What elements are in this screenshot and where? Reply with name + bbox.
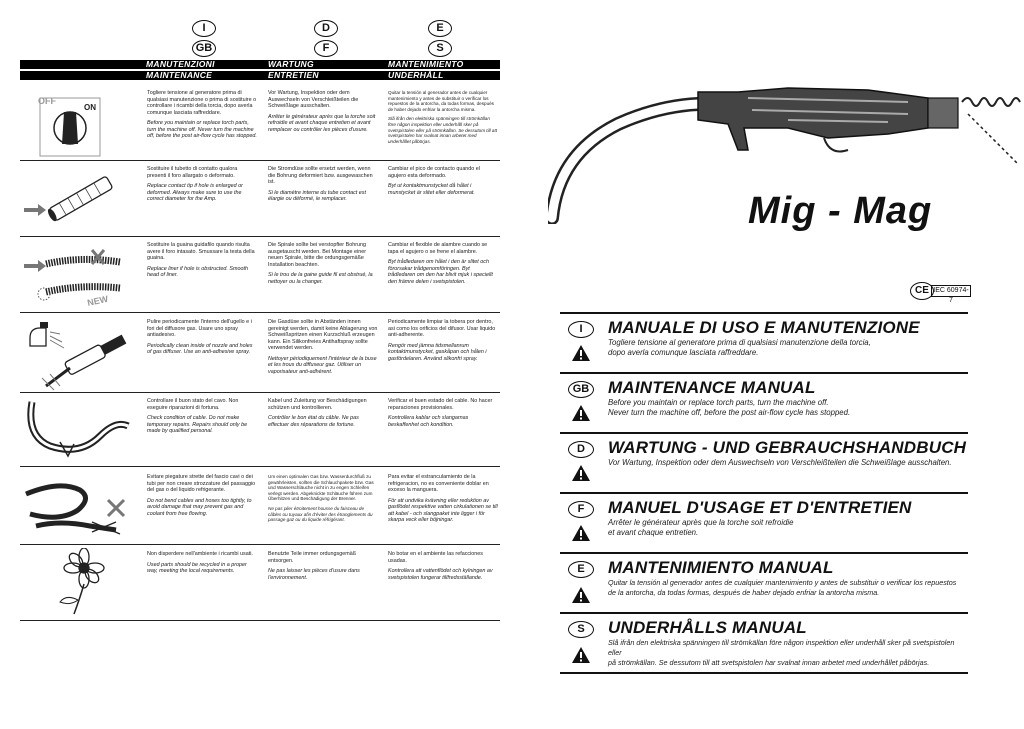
lang-badge-es: E — [428, 20, 452, 37]
section-title-es: MANTENIMIENTO MANUAL — [608, 558, 834, 577]
row3-col-de-fr: Die Spirale sollte bei verstopfter Bohrung ausgetauscht werden. Bei Montage einer neuen Spirale, bitte die ordungsgemäße Installation beachten. Si le trou de la gaine guide fil est obstrué, la nettoyer ou la changer. — [268, 242, 373, 285]
section-title-se: UNDERHÅLLS MANUAL — [608, 618, 807, 637]
row6-col-de-fr: Um einen optimalen Gas bzw. Wasserdurchfluß zu gewährleisten, sollten die Schlauchpakete bzw. Gas und Wasserschläuche nicht in zu engen Schleifen verlegt werden. Abgeknickte Schläuche führen zum Überhitzen und Beschädigung der Brenner. Ne pas plier étroitement housse du faisceau de câbles ou tuyaux afin d'éviter des étranglements du passage gaz ou du liquide réfrigérant. — [268, 474, 374, 523]
warning-icon — [571, 524, 591, 542]
section-divider — [560, 492, 968, 494]
section-body-de: Vor Wartung, Inspektion oder dem Auswechseln von Verschleißteilen die Schweißlage ausschalten. — [608, 458, 952, 467]
section-divider — [560, 672, 968, 674]
row5-col-it-gb: Controllare il buon stato del cavo. Non eseguire riparazioni di fortuna. Check condition of cable. Do not make temporary repairs. Repairs should only be made by qualified personal. — [147, 398, 248, 434]
row2-col-it-gb: Sostituire il tubetto di contatto qualora presenti il foro allargato o deformato. Replace contact tip if hole is enlarged or deformed. Always make sure to use the correct diameter for the Amp. — [147, 166, 243, 202]
row-divider — [20, 544, 500, 545]
row1-col-de-fr: Vor Wartung, Inspektion oder dem Auswechseln von Verschleißteilen die Schweißlage ausschalten. Arrêter le générateur après que la torche soit refroidie et avant chaque entretien et avant remplacer ou contrôler les pièces d'usure. — [268, 90, 376, 133]
header-bar-1 — [20, 60, 500, 69]
section-title-gb: MAINTENANCE MANUAL — [608, 378, 816, 397]
warning-icon — [571, 586, 591, 604]
bar-label: MAINTENANCE — [146, 70, 213, 80]
row2-col-es-se: Cambiar el pico de contacto quando el agujero esta deformado. Byt ut kontaktmunstycket då hålet i munstycket är slitet eller deformerat. — [388, 166, 480, 196]
section-divider — [560, 312, 968, 314]
warning-icon — [571, 404, 591, 422]
row1-col-es-se: Quitar la tensión al generador antes de cualquier mantenimiento y antes de substituir o verificar los repuestos de la antorcha, da todas formas, después de haber dejado enfriar la antorcha misma. Slå ifrån den elektriska spänningen till strömkällan före någon inspektion eller underhåll sker på svetspistolen eller på strömkällan. Se dessutom till att svetspistolen har svalnat innan arbetet med underhållet påbörjas. — [388, 90, 498, 144]
off-label: OFF — [38, 96, 56, 106]
section-badge-se: S — [568, 621, 594, 638]
flower-icon — [20, 548, 132, 618]
row4-col-es-se: Periodicamente limpiar la tobera por dentro, asi como los orificios del difusor. Usar liquido anti-adherente. Rengör med jämna tidsmellanrum kontaktmunstycket, gaskåpan och hålen i gasfördelaren. Använd slikonfri spray. — [388, 319, 496, 362]
row5-col-es-se: Verificar el buen estado del cable. No hacer reparaciones provisionales. Kontrollera kablar och slangarnas beskaffenhet och kondition. — [388, 398, 493, 428]
lang-badge-fr: F — [314, 40, 338, 57]
bar-label: UNDERHÅLL — [388, 70, 444, 80]
section-divider — [560, 612, 968, 614]
power-switch-icon — [20, 88, 132, 160]
row4-col-it-gb: Pulire periodicamente l'interno dell'ugello e i fori del diffusore gas. Usare uno spray antiadesivo. Periodically clean inside of nozzle and holes of gas diffuser. Use an anti-adhesive spray. — [147, 319, 253, 355]
row7-col-it-gb: Non disperdere nell'ambiente i ricambi usati. Used parts should be recycled in a proper way, meeting the local requirements. — [147, 551, 253, 574]
section-divider — [560, 372, 968, 374]
cable-icon — [20, 396, 132, 464]
liner-icon — [20, 238, 132, 310]
section-divider — [560, 432, 968, 434]
product-title: Mig - Mag — [748, 190, 933, 232]
section-title-fr: MANUEL D'USAGE ET D'ENTRETIEN — [608, 498, 912, 517]
bar-label: MANTENIMIENTO — [388, 59, 464, 69]
new-label: NEW — [86, 293, 109, 308]
row-divider — [20, 466, 500, 467]
row-divider — [20, 236, 500, 237]
ce-mark: CE — [910, 282, 934, 300]
row1-col-it-gb: Togliere tensione al generatore prima di qualsiasi manutenzione o prima di sostituire o controllare i ricambi della torcia, dopo averla comunque lasciata raffreddare. Before you maintain or replace torch parts, turn the machine off. Never turn the machine off, before the post air-flow cycle has stopped. — [147, 90, 257, 139]
section-title-it: MANUALE DI USO E MANUTENZIONE — [608, 318, 920, 337]
warning-icon — [571, 646, 591, 664]
row2-col-de-fr: Die Stromdüse sollte ersetzt werden, wenn die Bohrung deformiert bzw. ausgewaschen ist. Si le diamètre interne du tube contact est élargie ou déformé, le remplacer. — [268, 166, 373, 202]
section-body-se: Slå ifrån den elektriska spänningen till strömkällan före någon inspektion eller underhåll sker på svetspistolen eller på strömkällan. Se dessutom till att svetspistolen har svalnat innan arbetet med underhållet påbörjas. — [608, 638, 955, 667]
section-body-fr: Arrêter le générateur après que la torche soit refroidie et avant chaque entretien. — [608, 518, 794, 537]
iec-standard: IEC 60974-7 — [931, 285, 971, 297]
lang-badge-it: I — [192, 20, 216, 37]
header-bar-2 — [20, 71, 500, 80]
section-title-de: WARTUNG - UND GEBRAUCHSHANDBUCH — [608, 438, 967, 457]
section-body-gb: Before you maintain or replace torch parts, turn the machine off. Never turn the machine off, before the post air-flow cycle has stopped. — [608, 398, 851, 417]
lang-badge-gb: GB — [192, 40, 216, 57]
section-body-es: Quitar la tensión al generador antes de cualquier mantenimiento y antes de substituir o verificar los repuestos de la antorcha, da todas formas, después de haber dejado enfriar la antorcha misma. — [608, 578, 957, 597]
row-divider — [20, 392, 500, 393]
section-badge-it: I — [568, 321, 594, 338]
nozzle-spray-icon — [20, 316, 132, 392]
lang-badge-de: D — [314, 20, 338, 37]
row6-col-it-gb: Evitare piegature strette del fascio cavi o dei tubi per non creare strozzature del passaggio del gas o del liquido refrigerante. Do not bend cables and hoses too tightly, to avoid damage that may prevent gas and coolant from free flowing. — [147, 474, 256, 517]
section-badge-gb: GB — [568, 381, 594, 398]
lang-badge-se: S — [428, 40, 452, 57]
bar-label: ENTRETIEN — [268, 70, 319, 80]
bar-label: MANUTENZIONI — [146, 59, 215, 69]
hose-bend-icon — [20, 470, 132, 544]
row6-col-es-se: Para evitar el estranculamiento de la refrigeracion, no es conveniente doblar en exceso la manguera. För att undvika kvävning eller reduktion av gasflödet respektive vatten cirkulationen se till att kabel - och slangpaket inte ligger i för skarpa veck eller böjningar. — [388, 474, 498, 523]
contact-tip-icon — [20, 164, 132, 234]
row3-col-it-gb: Sostituire la guaina guidafilo quando risulta avere il foro intasato. Smussare la testa della guaina. Replace liner if hole is obstructed. Smooth head of liner. — [147, 242, 255, 278]
section-badge-de: D — [568, 441, 594, 458]
row4-col-de-fr: Die Gasdüse sollte in Abständen innen gereinigt werden, damit keine Ablagerung von Schweißspritzen einen Kurzschluß erzeugen kann. Ein Silikonfreies Antihaftspray sollte verwendet werden. Nettoyer périodiquement l'intérieur de la buse et les trous du diffuseur gaz. Utiliser un vaporisateur anti-adhérent. — [268, 319, 378, 375]
section-divider — [560, 552, 968, 554]
on-label: ON — [84, 103, 96, 112]
warning-icon — [571, 344, 591, 362]
section-body-it: Togliere tensione al generatore prima di qualsiasi manutenzione della torcia, dopo averla comunque lasciata raffreddare. — [608, 338, 871, 357]
section-badge-es: E — [568, 561, 594, 578]
row-divider — [20, 620, 500, 621]
row-divider — [20, 312, 500, 313]
row-divider — [20, 160, 500, 161]
bar-label: WARTUNG — [268, 59, 314, 69]
row5-col-de-fr: Kabel und Zuleitung vor Beschädigungen schützen und kontrollieren. Contrôler le bon état du câble. Ne pas effectuer des réparations de fortune. — [268, 398, 367, 428]
row7-col-de-fr: Benutzte Teile immer ordungsgemäß entsorgen. Ne pas laisser les pièces d'usure dans l'environnement. — [268, 551, 360, 581]
row7-col-es-se: No botar en el ambiente las refacciones usadas. Kontrollera att vattenflödet och kylningen av svetspistolen fungerar tillfredsställande. — [388, 551, 493, 581]
warning-icon — [571, 464, 591, 482]
section-badge-fr: F — [568, 501, 594, 518]
row3-col-es-se: Cambiar el flexible de alambre cuando se tapa el agujero o se frene el alambre. Byt trådledaren om hålet i den är slitet och förorsakar trådgenomföringen. Byt trådledaren om den har blivit mjuk i speciellt den främre delen i svetspistolen. — [388, 242, 493, 285]
